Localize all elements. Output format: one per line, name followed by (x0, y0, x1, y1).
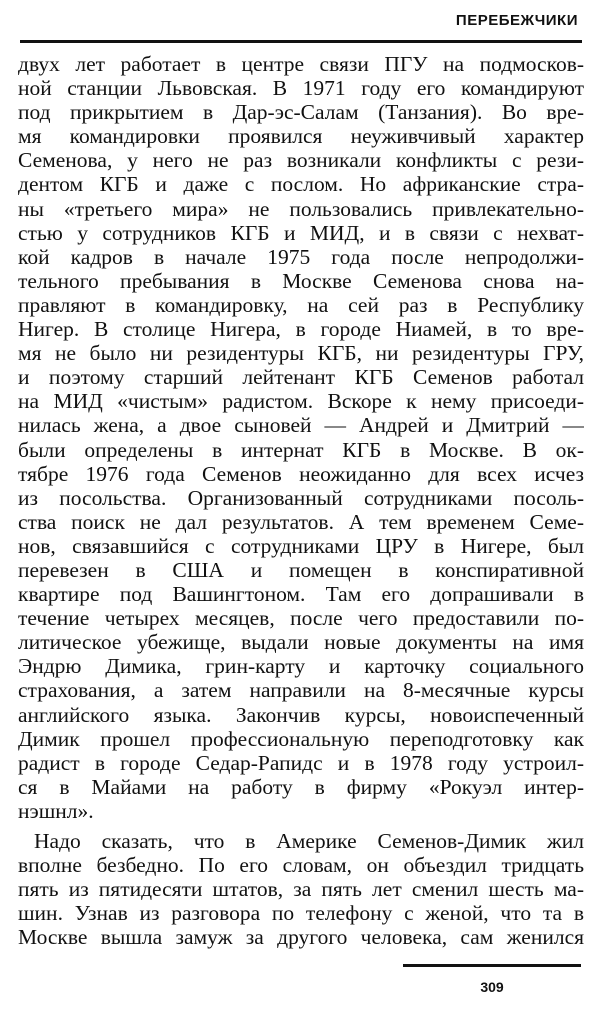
text-line: нэшнл». (18, 798, 94, 823)
text-line: литическое убежище, выдали новые документы на имя (18, 630, 584, 655)
text-line: нилась жена, а двое сыновей — Андрей и Дмитрий — (18, 413, 584, 438)
header-rule (20, 40, 582, 43)
paragraph-1 (18, 52, 584, 823)
text-line: ства поиск не дал результатов. А тем временем Семе- (18, 509, 584, 534)
text-line: страхования, а затем направили на 8-месячные курсы (18, 678, 584, 703)
text-line: дентом КГБ и даже с послом. Но африканские стра- (18, 172, 584, 197)
text-line: Надо сказать, что в Америке Семенов-Димик жил (34, 829, 584, 853)
footer-rule (403, 964, 581, 967)
text-line: нов, связавшийся с сотрудниками ЦРУ в Нигере, был (18, 533, 584, 558)
text-line: мя командировки проявился неуживчивый характер (18, 124, 584, 149)
text-line: Семенова, у него не раз возникали конфликты с рези- (18, 148, 584, 173)
text-line: двух лет работает в центре связи ПГУ на подмосков- (18, 52, 584, 76)
text-line: ся в Майами на работу в фирму «Рокуэл интер- (18, 774, 584, 799)
paragraph-2 (18, 829, 584, 949)
text-line: мя не было ни резидентуры КГБ, ни резидентуры ГРУ, (18, 341, 584, 366)
running-header-title: ПЕРЕБЕЖЧИКИ (455, 12, 578, 29)
text-line: Димик прошел профессиональную переподготовку как (18, 726, 584, 751)
text-line: Москве вышла замуж за другого человека, сам женился (18, 925, 584, 950)
text-line: Нигер. В столице Нигера, в городе Ниамей, в то вре- (18, 317, 584, 342)
text-line: тябре 1976 года Семенов неожиданно для всех исчез (18, 461, 584, 486)
text-line: вполне безбедно. По его словам, он объездил тридцать (18, 853, 584, 878)
text-line: были определены в интернат КГБ в Москве. В ок- (18, 437, 584, 462)
text-line: ной станции Львовская. В 1971 году его командируют (18, 76, 584, 101)
text-line: на МИД «чистым» радистом. Вскоре к нему присоеди- (18, 389, 584, 414)
text-line: английского языка. Закончив курсы, новоиспеченный (18, 702, 584, 727)
text-line: радист в городе Седар-Рапидс и в 1978 году устроил- (18, 750, 584, 775)
text-line: правляют в командировку, на сей раз в Республику (18, 292, 584, 317)
text-line: квартире под Вашингтоном. Там его допрашивали в (18, 582, 584, 607)
text-line: шин. Узнав из разговора по телефону с женой, что та в (18, 901, 584, 926)
text-line: ны «третьего мира» не пользовались привлекательно- (18, 196, 584, 221)
body-text (18, 52, 584, 949)
text-line: Эндрю Димика, грин-карту и карточку социального (18, 654, 584, 679)
text-line: пять из пятидесяти штатов, за пять лет сменил шесть ма- (18, 877, 584, 902)
text-line: и поэтому старший лейтенант КГБ Семенов работал (18, 365, 584, 390)
text-line: под прикрытием в Дар-эс-Салам (Танзания). Во вре- (18, 100, 584, 125)
text-line: течение четырех месяцев, после чего предоставили по- (18, 606, 584, 631)
text-line: стью у сотрудников КГБ и МИД, и в связи с нехват- (18, 220, 584, 245)
text-line: из посольства. Организованный сотрудниками посоль- (18, 485, 584, 510)
page-number: 309 (480, 979, 504, 995)
text-line: кой кадров в начале 1975 года после непродолжи- (18, 244, 584, 269)
text-line: перевезен в США и помещен в конспиративной (18, 557, 584, 582)
text-line: тельного пребывания в Москве Семенова снова на- (18, 268, 584, 293)
